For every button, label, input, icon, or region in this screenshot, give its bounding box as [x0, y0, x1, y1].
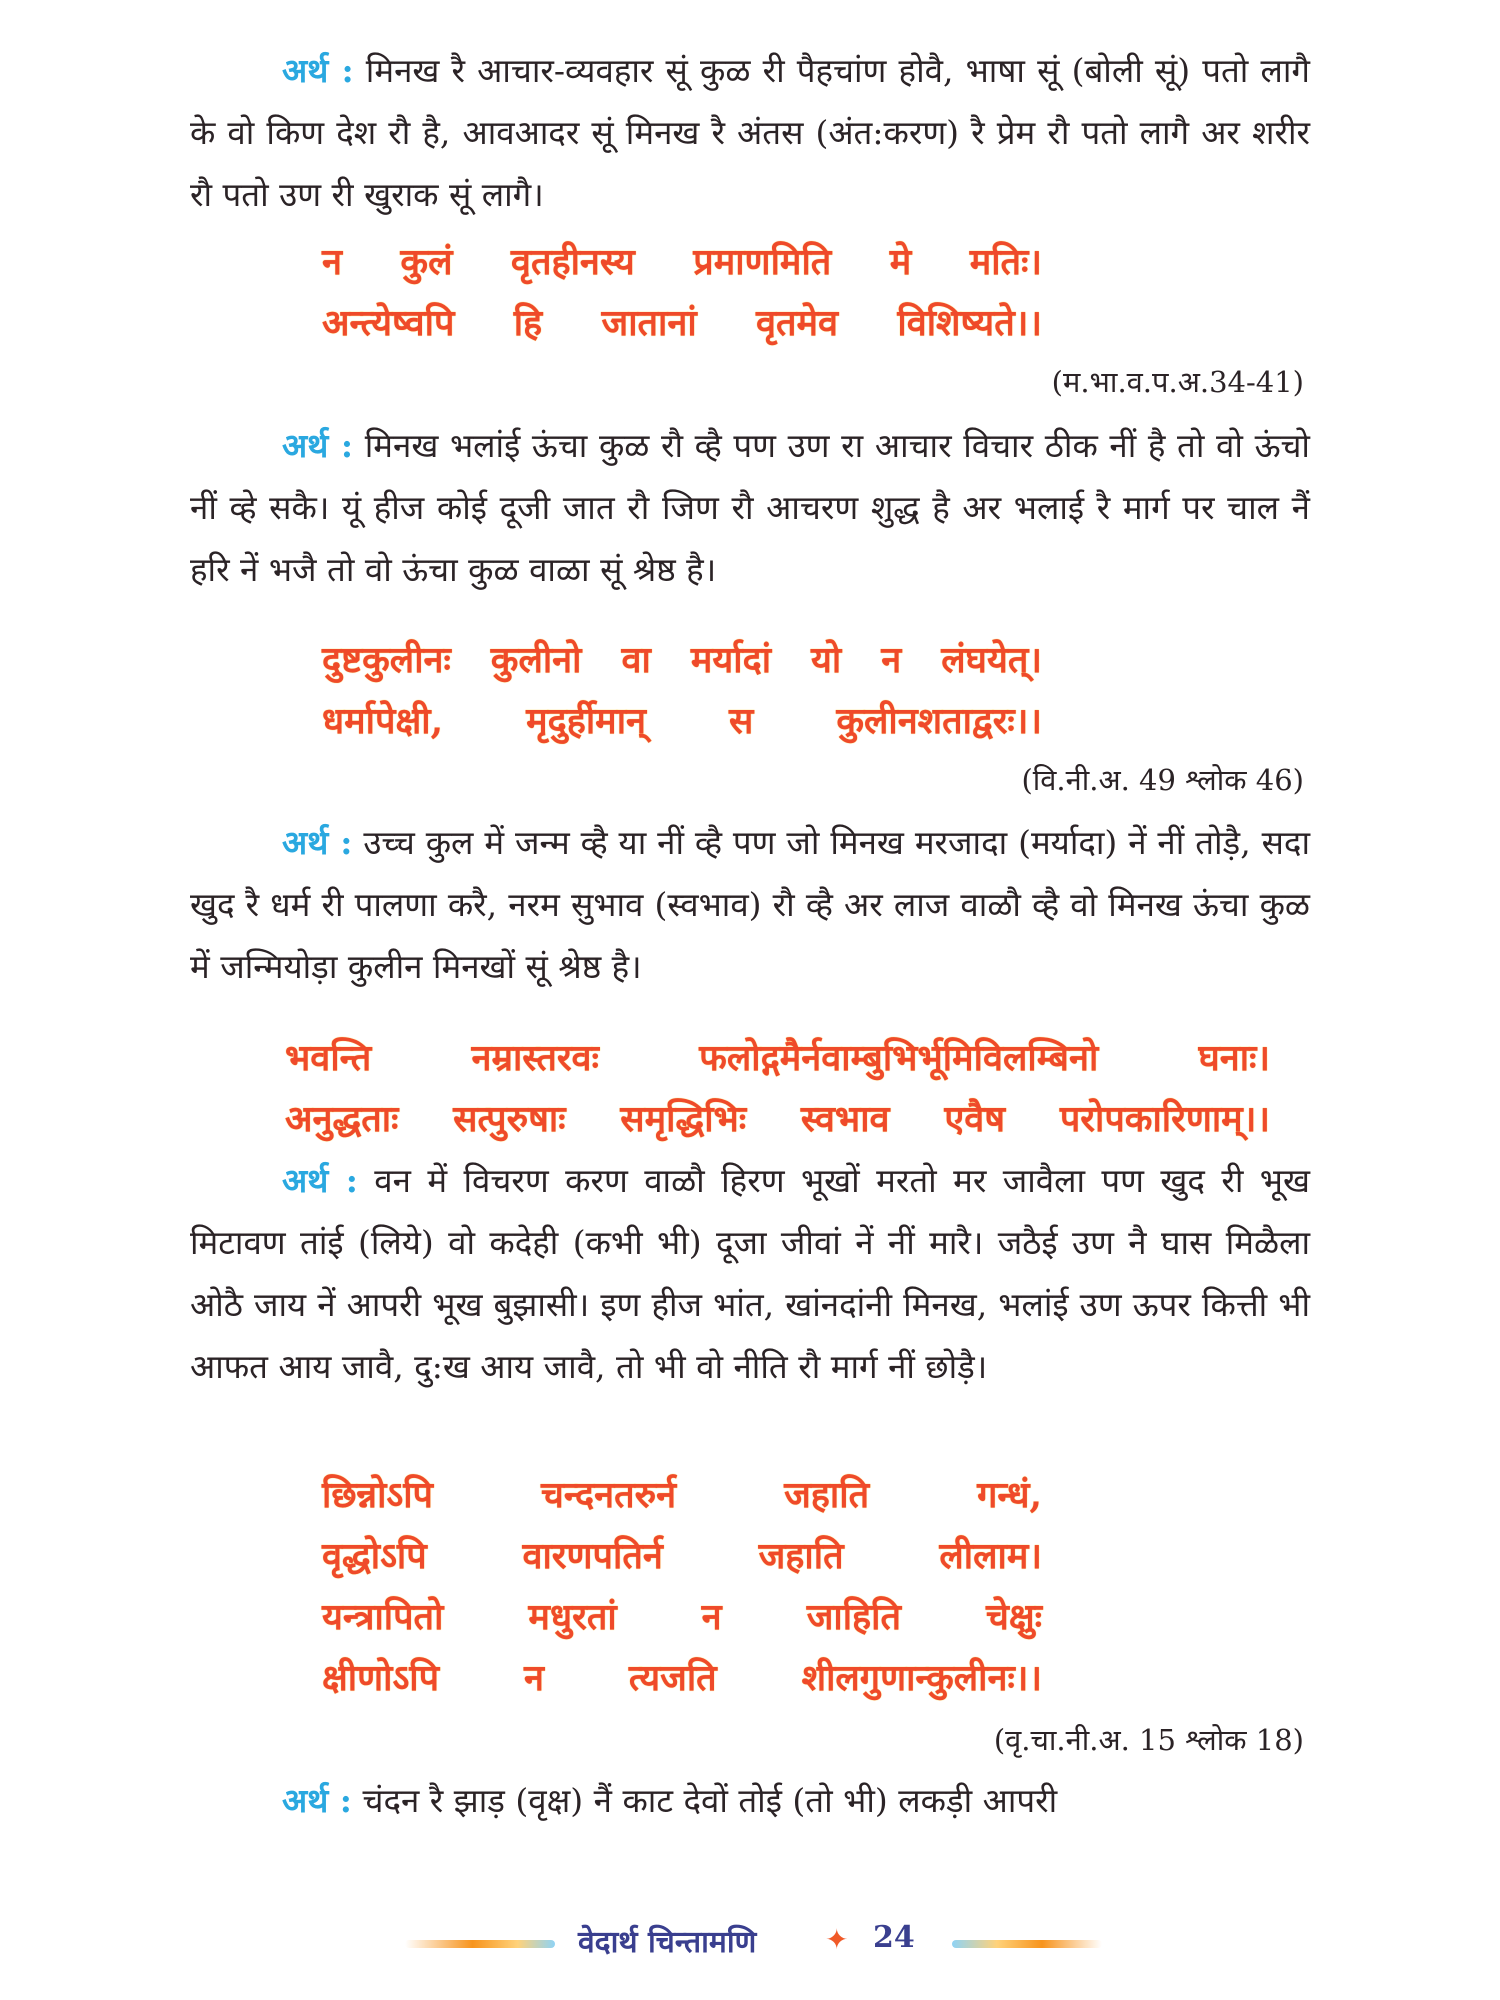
verse-line: अनुद्धताः सत्पुरुषाः समृद्धिभिः स्वभाव एवैष परोपकारिणाम्।। [285, 1098, 1270, 1140]
meaning-label: अर्थ : [282, 1781, 352, 1820]
meaning-label: अर्थ : [282, 426, 354, 465]
page-footer [0, 1915, 1500, 1965]
meaning-label: अर्थ : [282, 823, 353, 862]
verse-line: धर्मापेक्षी, मृदुर्हीमान् स कुलीनशताद्वरः।। [322, 700, 1042, 742]
verse-line: यन्त्रापितो मधुरतां न जाहिति चेक्षुः [322, 1596, 1042, 1638]
meaning-label: अर्थ : [282, 51, 354, 90]
verse-reference: (म.भा.व.प.अ.34-41) [1051, 365, 1304, 399]
paragraph-text: चंदन रै झाड़ (वृक्ष) नैं काट देवों तोई (तो भी) लकड़ी आपरी [362, 1781, 1058, 1820]
verse-line: न कुलं वृतहीनस्य प्रमाणमिति मे मतिः। [322, 241, 1042, 283]
meaning-paragraph [190, 1150, 1310, 1398]
verse-line: दुष्टकुलीनः कुलीनो वा मर्यादां यो न लंघयेत्। [322, 639, 1042, 681]
verse-line: छिन्नोऽपि चन्दनतरुर्न जहाति गन्धं, [322, 1474, 1042, 1516]
verse-line: अन्त्येष्वपि हि जातानां वृतमेव विशिष्यते।। [322, 302, 1042, 344]
verse-reference: (वृ.चा.नी.अ. 15 श्लोक 18) [993, 1723, 1304, 1757]
star-icon: ✦ [825, 1923, 849, 1956]
verse-line: क्षीणोऽपि न त्यजति शीलगुणान्कुलीनः।। [322, 1657, 1042, 1699]
verse-line: वृद्धोऽपि वारणपतिर्न जहाति लीलाम। [322, 1535, 1042, 1577]
footer-ornament [405, 1940, 555, 1948]
paragraph-text: मिनख भलांई ऊंचा कुळ रौ व्है पण उण रा आचार विचार ठीक नीं है तो वो ऊंचो नीं व्हे सकै। यूं हीज कोई दूजी जात रौ जिण रौ आचरण शुद्ध है अर भलाई रै मार्ग पर चाल नैं हरि नें भजै तो वो ऊंचा कुळ वाळा सूं श्रेष्ठ है। [190, 426, 1310, 589]
meaning-paragraph [190, 812, 1310, 998]
paragraph-text: मिनख रै आचार-व्यवहार सूं कुळ री पैहचांण होवै, भाषा सूं (बोली सूं) पतो लागै के वो किण देश रौ है, आवआदर सूं मिनख रै अंतस (अंत:करण) रै प्रेम रौ पतो लागै अर शरीर रौ पतो उण री खुराक सूं लागै। [190, 51, 1310, 214]
meaning-label: अर्थ : [282, 1161, 358, 1200]
meaning-paragraph [190, 40, 1310, 226]
paragraph-text: वन में विचरण करण वाळौ हिरण भूखों मरतो मर जावैला पण खुद री भूख मिटावण तांई (लिये) वो कदेही (कभी भी) दूजा जीवां नें नीं मारै। जठैई उण नै घास मिळैला ओठै जाय नें आपरी भूख बुझासी। इण हीज भांत, खांनदांनी मिनख, भलांई उण ऊपर कित्ती भी आफत आय जावै, दु:ख आय जावै, तो भी वो नीति रौ मार्ग नीं छोड़ै। [190, 1161, 1310, 1386]
book-title: वेदार्थ चिन्तामणि [578, 1925, 757, 1960]
page-number: 24 [873, 1920, 915, 1955]
footer-ornament [952, 1940, 1102, 1948]
sanskrit-verse [285, 1028, 1270, 1150]
sanskrit-verse [322, 630, 1042, 752]
verse-reference: (वि.नी.अ. 49 श्लोक 46) [1021, 763, 1304, 797]
sanskrit-verse [322, 232, 1042, 354]
sanskrit-verse [322, 1465, 1042, 1709]
paragraph-text: उच्च कुल में जन्म व्है या नीं व्है पण जो मिनख मरजादा (मर्यादा) नें नीं तोड़ै, सदा खुद रै धर्म री पालणा करै, नरम सुभाव (स्वभाव) रौ व्है अर लाज वाळौ व्है वो मिनख ऊंचा कुळ में जन्मियोड़ा कुलीन मिनखों सूं श्रेष्ठ है। [190, 823, 1310, 986]
verse-line: भवन्ति नम्रास्तरवः फलोद्गमैर्नवाम्बुभिर्भूमिविलम्बिनो घनाः। [285, 1037, 1270, 1079]
meaning-paragraph [190, 1770, 1310, 1832]
meaning-paragraph [190, 415, 1310, 601]
